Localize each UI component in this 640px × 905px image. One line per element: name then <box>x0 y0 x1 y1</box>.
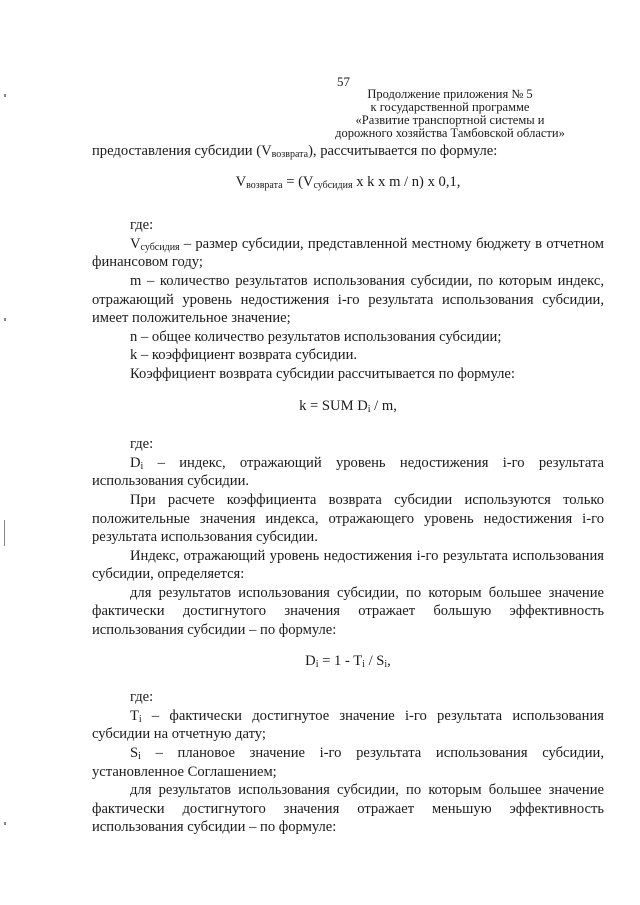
intro-paragraph: предоставления субсидии $(V_{возврата})$, рассчитывается по формуле: <box>92 143 498 160</box>
where-label: где: <box>130 689 154 706</box>
appendix-note-line: к государственной программе <box>370 100 530 114</box>
case-greater-efficiency: для результатов использования субсидии, по которым большее значение фактически достигнутого значения отражает большую эффективность использования субсидии – по формуле: <box>92 584 604 639</box>
scan-edge-mark <box>4 520 5 546</box>
appendix-note-line: дорожного хозяйства Тамбовской области» <box>335 126 565 140</box>
calc-note: При расчете коэффициента возврата субсидии используются только положительные значения индекса, отражающего уровень недостижения i-го результата использования субсидии. <box>92 491 604 546</box>
definition-t: $T_i$ – фактически достигнутое значение i-го результата использования субсидии на отчетную дату; <box>92 707 604 743</box>
appendix-note-line: Продолжение приложения № 5 <box>367 87 533 101</box>
scan-edge-mark <box>4 318 6 321</box>
definition-n: n – общее количество результатов использования субсидии; <box>130 328 502 345</box>
formula-refund-volume: $V_{возврата} = (V_{субсидия}$ x k x m / n) x 0,1, <box>235 173 461 191</box>
document-body <box>92 142 604 837</box>
appendix-note <box>330 88 570 140</box>
definition-d: $D_i$ – индекс, отражающий уровень недостижения i-го результата использования субсидии. <box>92 454 604 490</box>
definition-v-subsidy: $V_{субсидия}$ – размер субсидии, представленной местному бюджету в отчетном финансовом году; <box>92 235 604 271</box>
definition-s: $S_i$ – плановое значение i-го результата использования субсидии, установленное Соглашением; <box>92 745 604 780</box>
definition-m: m – количество результатов использования субсидии, по которым индекс, отражающий уровень недостижения i-го результата использования субсидии, имеет положительное значение; <box>92 272 604 327</box>
formula-d: $D_i = 1 - T_i / S_i$, <box>305 652 391 670</box>
where-label: где: <box>130 436 154 453</box>
case-lesser-efficiency: для результатов использования субсидии, по которым большее значение фактически достигнутого значения отражает меньшую эффективность использования субсидии – по формуле: <box>92 782 604 836</box>
scan-edge-mark <box>4 94 6 97</box>
appendix-note-line: «Развитие транспортной системы и <box>355 113 545 127</box>
k-intro: Коэффициент возврата субсидии рассчитывается по формуле: <box>130 365 515 382</box>
definition-k: k – коэффициент возврата субсидии. <box>130 347 358 364</box>
index-definition: Индекс, отражающий уровень недостижения i-го результата использования субсидии, определяется: <box>92 547 604 583</box>
scan-edge-mark <box>4 822 6 825</box>
formula-k: k = SUM $D_i$ / m, <box>299 397 397 415</box>
page-number: 57 <box>337 74 350 89</box>
where-label: где: <box>130 217 154 234</box>
